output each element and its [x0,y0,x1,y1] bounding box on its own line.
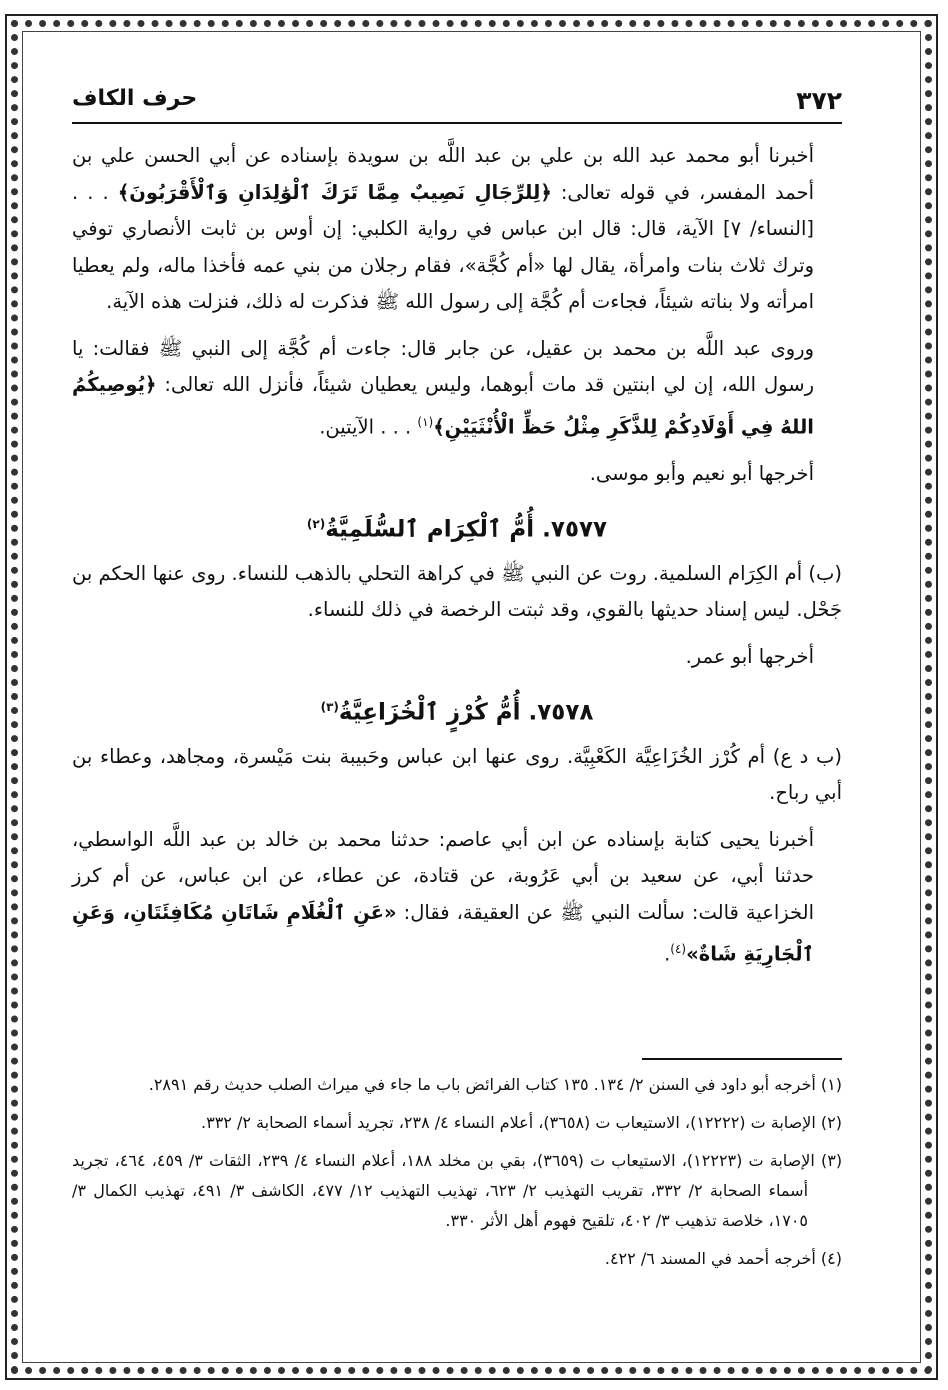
paragraph-1-text-cont: . . . [النساء/ ٧] الآية، قال: قال ابن عباس في رواية الكلبي: إن أوس بن ثابت الأنصاري توفي وترك ثلاث بنات وامرأة، يقال لها «أم كُجَّة»، فقام رجلان من بني عمه فأخذا ماله، ولم يعطيا امرأته ولا بناته شيئاً، فجاءت أم كُجَّة إلى رسول الله ﷺ فذكرت له ذلك، فنزلت هذه الآية. [72,180,814,313]
entry-7578-isnad: أخبرنا يحيى كتابة بإسناده عن ابن أبي عاصم: حدثنا محمد بن خالد بن عبد اللَّه الواسطي، حدثنا أبي، عن سعيد بن أبي عَرُوبة، عن قتادة، عن عطاء، عن ابن عباس، عن أم كرز الخزاعية قالت: سألت النبي ﷺ عن العقيقة، فقال: [72,827,815,924]
page-header [72,86,842,124]
entry-heading-7577 [72,504,842,550]
paragraph-3: أخرجها أبو نعيم وأبو موسى. [589,461,814,485]
footnotes [72,1070,842,1282]
footnote-ref-1: (١) [417,414,434,429]
footnote-ref-4: (٤) [670,942,687,957]
paragraph-2-text: وروى عبد اللَّه بن محمد بن عقيل، عن جابر قال: جاءت أم كُجَّة إلى النبي ﷺ فقالت: يا رسول الله، إن لي ابنتين قد مات أبوهما، وليس يعطيان شيئاً، فأنزل الله تعالى: [72,336,814,396]
entry-7577-text: (ب) أم الكِرَام السلمية. روت عن النبي ﷺ في كراهة التحلي بالذهب للنساء. روى عنها الحكم بن جَحْل. ليس إسناد حديثها بالقوي، وقد ثبتت الرخصة في ذلك للنساء. [72,561,842,622]
quran-verse-2: ﴿يُوصِيكُمُ اللهُ فِي أَوْلَادِكُمْ لِلذَّكَرِ مِثْلُ حَظِّ الْأُنْثَيَيْنِ﴾ [72,373,814,438]
main-text [72,138,842,983]
footnote-3: (٣) الإصابة ت (١٢٢٢٣)، الاستيعاب ت (٣٦٥٩)، بقي بن مخلد ١٨٨، أعلام النساء ٤/ ٢٣٩، الثقات ٣/ ٤٥٩، ٤٦٤، تجريد أسماء الصحابة ٢/ ٣٣٢، تقريب التهذيب ٢/ ٦٢٣، تهذيب التهذيب ١٢/ ٤٧٧، الكاشف ٣/ ٤٩١، تهذيب الكمال ٣/ ١٧٠٥، خلاصة تذهيب ٣/ ٤٠٢، تلقيح فهوم أهل الأثر ٣٣٠. [72,1151,843,1230]
page-content [72,80,842,1350]
paragraph-2-text-cont: . . . الآيتين. [319,415,418,438]
footnote-1: (١) أخرجه أبو داود في السنن ٢/ ١٣٤. ١٣٥ كتاب الفرائض باب ما جاء في ميراث الصلب حديث رقم ٢٨٩١. [148,1075,842,1094]
footnote-ref-3: (٣) [320,700,339,715]
footnote-ref-2: (٢) [306,517,326,531]
entry-7577-source: أخرجها أبو عمر. [685,644,814,668]
paragraph-2 [72,331,842,446]
entry-heading-text: ٧٥٧٨. أُمُّ كُرْزٍ ٱلْخُزَاعِيَّةُ [338,699,594,726]
hadith-text: «عَنِ ٱلْغُلَامِ شَاتَانِ مُكَافِئَتَانِ، وَعَنِ ٱلْجَارِيَةِ شَاةٌ» [72,900,814,966]
footnote-4: (٤) أخرجه أحمد في المسند ٦/ ٤٢٢. [604,1249,842,1268]
running-title: حرف الكاف [72,86,198,111]
entry-7578-text: (ب د ع) أم كُرْز الخُزَاعِيَّة الكَعْبِيَّة. روى عنها ابن عباس وحَبيبة بنت مَيْسرة، ومجاهد، وعطاء بن أبي رباح. [72,744,842,805]
page-number: ٣٧٢ [796,86,842,115]
paragraph-1 [72,138,842,321]
footnote-2: (٢) الإصابة ت (١٢٢٢٢)، الاستيعاب ت (٣٦٥٨)، أعلام النساء ٤/ ٢٣٨، تجريد أسماء الصحابة ٢/ ٣٣٢. [201,1113,842,1132]
footnote-divider [642,1058,842,1060]
entry-heading-7578 [72,687,842,733]
paragraph-1-text: أخبرنا أبو محمد عبد الله بن علي بن عبد اللَّه بن سويدة بإسناده عن أبي الحسن علي بن أحمد المفسر، في قوله تعالى: [72,144,814,204]
entry-7578-hadith-paragraph [72,822,842,974]
entry-heading-text: ٧٥٧٧. أُمُّ ٱلْكِرَام ٱلسُّلَمِيَّةُ [325,516,608,543]
entry-7578-end: . [664,942,671,966]
quran-verse-1: ﴿لِلرِّجَالِ نَصِيبٌ مِمَّا تَرَكَ ٱلْوَٰلِدَانِ وَٱلْأَقْرَبُونَ﴾ [117,180,552,204]
